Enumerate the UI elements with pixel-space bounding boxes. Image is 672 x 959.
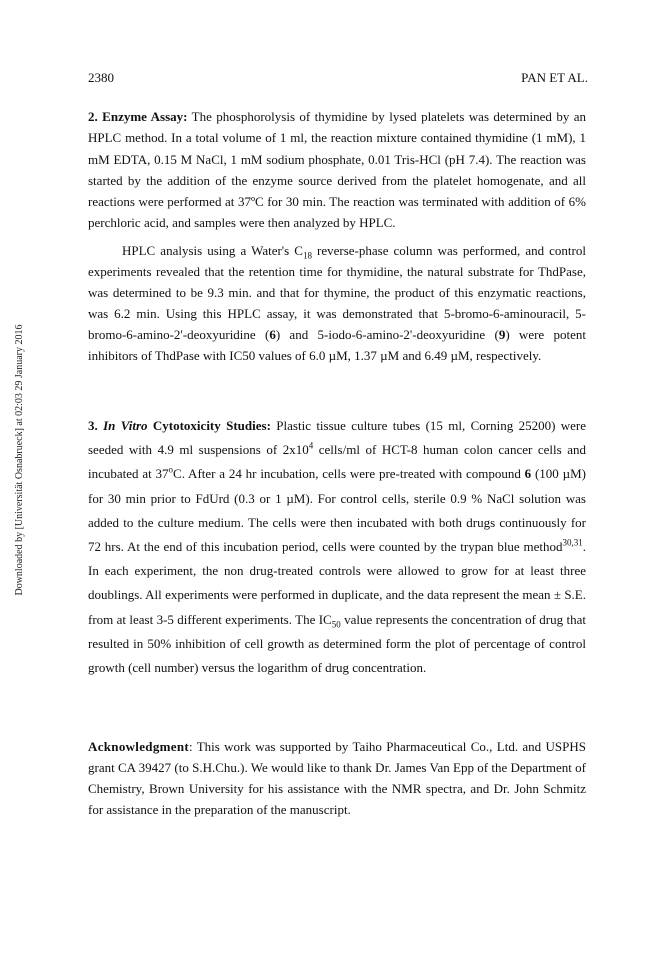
subscript: 50 [331, 619, 341, 630]
text-run: ) were potent inhibitors of ThdPase with IC50 values of 6.0 µM, 1.37 µM and 6.49 µM, respectively. [88, 326, 586, 363]
paragraph-text: : This work was supported by Taiho Pharmaceutical Co., Ltd. and USPHS grant CA 39427 (to S.H.Chu.). We would like to thank Dr. James Van Epp of the Department of Chemistry, Brown University for his assistance with the NMR spectra, and Dr. John Schmitz for assistance in the preparation of the manuscript. [88, 739, 586, 817]
compound-number: 9 [498, 326, 506, 342]
section-heading-italic: In Vitro [103, 418, 148, 433]
page-number: 2380 [88, 70, 114, 85]
paragraph-text: The phosphorolysis of thymidine by lysed platelets was determined by an HPLC method. In a total volume of 1 ml, the reaction mixture contained thymidine (1 mM), 1 mM EDTA, 0.15 M NaCl, 1 mM sodium phosphate, 0.01 Tris-HCl (pH 7.4). The reaction was started by the addition of the enzyme source derived from the platelet homogenate, and all reactions were performed at 37ºC for 30 min. The reaction was terminated with addition of 6% perchloric acid, and samples were then analyzed by HPLC. [88, 109, 586, 231]
section-heading: Cytotoxicity Studies: [152, 418, 271, 433]
section-heading-number: 3. [88, 418, 98, 433]
superscript: o [168, 465, 174, 476]
paragraph [88, 241, 586, 366]
paragraph [88, 414, 586, 680]
section-acknowledgment [88, 736, 586, 820]
subscript: 18 [302, 250, 312, 261]
download-stamp: Downloaded by [Universität Osnabrueck] at 02:03 29 January 2016 [14, 324, 25, 596]
text-run: . In each experiment, the non drug-treated controls were allowed to grow for at least three doublings. All experiments were performed in duplicate, and the data represent the mean ± S.E. from at least 3-5 different experiments. The IC [88, 539, 586, 627]
text-run: value represents the concentration of drug that resulted in 50% inhibition of cell growth as determined form the plot of percentage of control growth (cell number) versus the logarithm of drug concentration. [88, 611, 586, 676]
text-run: Plastic tissue culture tubes (15 ml, Corning 25200) were seeded with 4.9 ml suspensions of 2x10 [88, 418, 587, 458]
text-run: C. After a 24 hr incubation, cells were pre-treated with compound [173, 466, 525, 482]
reference-superscript: 30,31 [562, 537, 583, 548]
text-run: reverse-phase column was performed, and control experiments revealed that the retention time for thymidine, the natural substrate for ThdPase, was determined to be 9.3 min. and that for thymine, the product of this enzymatic reactions, was 6.2 min. Using this HPLC assay, it was demonstrated that 5-bromo-6-aminouracil, 5-bromo-6-amino-2'-deoxyuridine ( [88, 243, 586, 342]
section-heading: Acknowledgment [88, 739, 189, 754]
running-author: PAN ET AL. [521, 70, 588, 85]
section-heading: 2. Enzyme Assay: [88, 109, 188, 124]
section-enzyme-assay [88, 106, 586, 234]
text-run: cells/ml of HCT-8 human colon cancer cells and incubated at 37 [88, 442, 587, 482]
compound-number: 6 [269, 326, 276, 342]
section-hplc-analysis [88, 241, 586, 366]
superscript: 4 [308, 440, 314, 451]
text-run: (100 µM) for 30 min prior to FdUrd (0.3 or 1 µM). For control cells, sterile 0.9 % NaCl solution was added to the culture medium. The cells were then incubated with both drugs continuously for 72 hrs. At the end of this incubation period, cells were counted by the trypan blue method [88, 466, 586, 555]
text-run: ) and 5-iodo-6-amino-2'-deoxyuridine ( [275, 326, 499, 342]
compound-number: 6 [524, 466, 532, 482]
paragraph [88, 106, 586, 234]
paragraph [88, 736, 586, 820]
section-cytotoxicity [88, 414, 586, 680]
text-run: HPLC analysis using a Water's C [122, 243, 303, 258]
